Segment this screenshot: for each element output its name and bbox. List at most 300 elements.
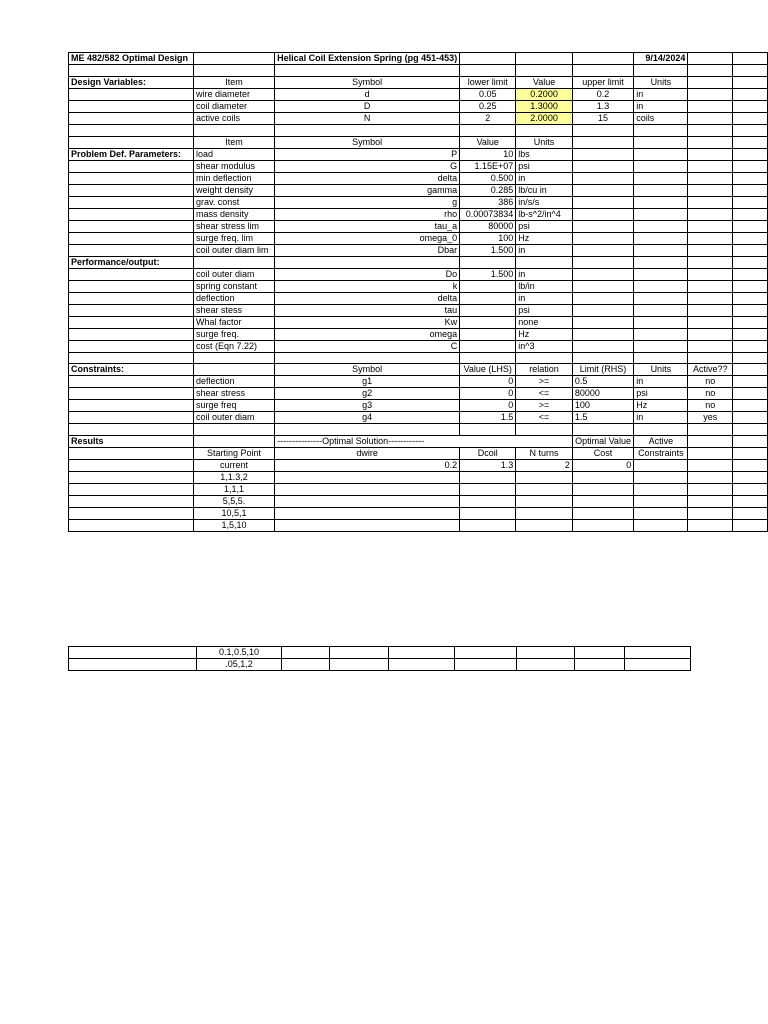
- cell[interactable]: [389, 659, 455, 671]
- cell[interactable]: [572, 340, 633, 352]
- cell[interactable]: [516, 124, 573, 136]
- section-performance[interactable]: Performance/output:: [69, 256, 194, 268]
- cell[interactable]: [69, 340, 194, 352]
- cell[interactable]: [634, 65, 688, 77]
- cell[interactable]: 100: [572, 400, 633, 412]
- cell[interactable]: [688, 484, 733, 496]
- cell[interactable]: [733, 88, 768, 100]
- cell[interactable]: [634, 328, 688, 340]
- cell[interactable]: [733, 112, 768, 124]
- cell[interactable]: coil outer diam lim: [193, 244, 274, 256]
- cell[interactable]: grav. const: [193, 196, 274, 208]
- cell[interactable]: 0.5: [572, 376, 633, 388]
- cell[interactable]: [733, 220, 768, 232]
- cell[interactable]: [572, 268, 633, 280]
- cell[interactable]: g4: [275, 412, 460, 424]
- cell[interactable]: [572, 520, 633, 532]
- cell[interactable]: weight density: [193, 184, 274, 196]
- cell[interactable]: [733, 484, 768, 496]
- cell[interactable]: [733, 496, 768, 508]
- cell[interactable]: [688, 280, 733, 292]
- cell[interactable]: [516, 53, 573, 65]
- cell[interactable]: Units: [634, 76, 688, 88]
- cell[interactable]: Units: [634, 364, 688, 376]
- cell[interactable]: [572, 256, 633, 268]
- cell[interactable]: current: [193, 460, 274, 472]
- cell[interactable]: [572, 352, 633, 364]
- cell[interactable]: [460, 340, 516, 352]
- cell[interactable]: [69, 292, 194, 304]
- cell[interactable]: lb/in: [516, 280, 573, 292]
- cell[interactable]: [193, 352, 274, 364]
- cell[interactable]: shear stess: [193, 304, 274, 316]
- cell[interactable]: 386: [460, 196, 516, 208]
- cell[interactable]: [572, 484, 633, 496]
- cell[interactable]: in: [516, 244, 573, 256]
- cell[interactable]: dwire: [275, 448, 460, 460]
- cell[interactable]: in^3: [516, 340, 573, 352]
- cell[interactable]: [733, 268, 768, 280]
- cell[interactable]: [460, 352, 516, 364]
- cell[interactable]: [69, 196, 194, 208]
- cell[interactable]: [575, 647, 625, 659]
- cell[interactable]: [634, 232, 688, 244]
- cell[interactable]: Dcoil: [460, 448, 516, 460]
- cell[interactable]: [275, 256, 460, 268]
- course-title[interactable]: ME 482/582 Optimal Design: [69, 53, 194, 65]
- cell[interactable]: lb/cu in: [516, 184, 573, 196]
- cell[interactable]: [688, 436, 733, 448]
- cell[interactable]: [688, 172, 733, 184]
- cell[interactable]: [572, 160, 633, 172]
- cell[interactable]: 0.2: [572, 88, 633, 100]
- cell[interactable]: [733, 280, 768, 292]
- sheet-date[interactable]: 9/14/2024: [634, 53, 688, 65]
- cell[interactable]: [634, 184, 688, 196]
- cell[interactable]: [572, 328, 633, 340]
- cell[interactable]: [634, 148, 688, 160]
- cell[interactable]: [688, 136, 733, 148]
- cell[interactable]: [69, 280, 194, 292]
- cell[interactable]: [517, 647, 575, 659]
- cell[interactable]: [275, 352, 460, 364]
- cell[interactable]: Active: [634, 436, 688, 448]
- cell[interactable]: [634, 472, 688, 484]
- cell[interactable]: [460, 65, 516, 77]
- cell[interactable]: Cost: [572, 448, 633, 460]
- cell[interactable]: [634, 136, 688, 148]
- cell[interactable]: [634, 124, 688, 136]
- cell[interactable]: Symbol: [275, 364, 460, 376]
- cell[interactable]: [688, 352, 733, 364]
- cell[interactable]: shear stress lim: [193, 220, 274, 232]
- cell[interactable]: [460, 256, 516, 268]
- cell[interactable]: delta: [275, 292, 460, 304]
- cell[interactable]: [69, 136, 194, 148]
- cell[interactable]: [69, 448, 194, 460]
- cell[interactable]: psi: [516, 304, 573, 316]
- cell[interactable]: [516, 472, 573, 484]
- cell[interactable]: [572, 316, 633, 328]
- cell[interactable]: [688, 65, 733, 77]
- cell[interactable]: [733, 124, 768, 136]
- cell[interactable]: [688, 328, 733, 340]
- cell[interactable]: [69, 328, 194, 340]
- cell[interactable]: [733, 316, 768, 328]
- cell[interactable]: [634, 316, 688, 328]
- cell[interactable]: [572, 172, 633, 184]
- optimal-solution-header[interactable]: ---------------Optimal Solution------------: [275, 436, 573, 448]
- cell[interactable]: g: [275, 196, 460, 208]
- cell[interactable]: 2: [516, 460, 573, 472]
- cell[interactable]: [193, 65, 274, 77]
- cell[interactable]: mass density: [193, 208, 274, 220]
- cell[interactable]: [69, 412, 194, 424]
- cell[interactable]: Value: [516, 76, 573, 88]
- cell[interactable]: [193, 53, 274, 65]
- cell[interactable]: coils: [634, 112, 688, 124]
- cell[interactable]: [733, 340, 768, 352]
- cell[interactable]: spring constant: [193, 280, 274, 292]
- cell[interactable]: 1.5: [572, 412, 633, 424]
- cell[interactable]: [69, 472, 194, 484]
- cell[interactable]: [69, 647, 197, 659]
- cell[interactable]: [516, 424, 573, 436]
- cell[interactable]: [688, 316, 733, 328]
- cell[interactable]: rho: [275, 208, 460, 220]
- cell[interactable]: tau_a: [275, 220, 460, 232]
- cell[interactable]: [69, 184, 194, 196]
- cell[interactable]: k: [275, 280, 460, 292]
- cell[interactable]: [688, 496, 733, 508]
- cell[interactable]: [634, 508, 688, 520]
- cell[interactable]: lbs: [516, 148, 573, 160]
- cell[interactable]: [733, 436, 768, 448]
- cell[interactable]: [733, 136, 768, 148]
- cell[interactable]: Constraints: [634, 448, 688, 460]
- cell[interactable]: psi: [516, 160, 573, 172]
- cell[interactable]: [733, 400, 768, 412]
- cell[interactable]: [572, 196, 633, 208]
- cell[interactable]: [634, 160, 688, 172]
- cell[interactable]: 0.25: [460, 100, 516, 112]
- cell[interactable]: [516, 484, 573, 496]
- cell[interactable]: [733, 328, 768, 340]
- cell[interactable]: [69, 220, 194, 232]
- spring-title[interactable]: Helical Coil Extension Spring (pg 451-453): [275, 53, 460, 65]
- cell[interactable]: 0: [460, 376, 516, 388]
- cell[interactable]: [634, 196, 688, 208]
- cell[interactable]: [634, 460, 688, 472]
- cell[interactable]: >=: [516, 400, 573, 412]
- cell[interactable]: [460, 316, 516, 328]
- cell[interactable]: [460, 328, 516, 340]
- cell[interactable]: surge freq.: [193, 328, 274, 340]
- cell[interactable]: Active??: [688, 364, 733, 376]
- cell[interactable]: [69, 232, 194, 244]
- cell[interactable]: [69, 160, 194, 172]
- cell[interactable]: [193, 256, 274, 268]
- cell[interactable]: [688, 268, 733, 280]
- cell[interactable]: surge freq: [193, 400, 274, 412]
- cell[interactable]: D: [275, 100, 460, 112]
- cell[interactable]: 0: [460, 400, 516, 412]
- cell[interactable]: 0.00073834: [460, 208, 516, 220]
- cell[interactable]: [460, 280, 516, 292]
- cell[interactable]: [69, 520, 194, 532]
- cell[interactable]: [193, 436, 274, 448]
- cell[interactable]: [634, 292, 688, 304]
- cell[interactable]: 100: [460, 232, 516, 244]
- cell[interactable]: [193, 424, 274, 436]
- cell[interactable]: 0: [572, 460, 633, 472]
- cell[interactable]: [634, 244, 688, 256]
- cell[interactable]: [460, 484, 516, 496]
- cell[interactable]: [517, 659, 575, 671]
- cell[interactable]: Dbar: [275, 244, 460, 256]
- cell[interactable]: [572, 232, 633, 244]
- cell[interactable]: 10,5,1: [193, 508, 274, 520]
- cell[interactable]: [688, 184, 733, 196]
- cell[interactable]: [572, 136, 633, 148]
- cell[interactable]: [733, 100, 768, 112]
- cell[interactable]: no: [688, 376, 733, 388]
- cell[interactable]: coil outer diam: [193, 412, 274, 424]
- cell[interactable]: shear modulus: [193, 160, 274, 172]
- cell[interactable]: [572, 292, 633, 304]
- cell[interactable]: 0: [460, 388, 516, 400]
- cell[interactable]: Limit (RHS): [572, 364, 633, 376]
- cell[interactable]: tau: [275, 304, 460, 316]
- cell[interactable]: [69, 244, 194, 256]
- cell[interactable]: in: [634, 376, 688, 388]
- cell[interactable]: [688, 208, 733, 220]
- cell[interactable]: [460, 124, 516, 136]
- cell[interactable]: [275, 484, 460, 496]
- cell[interactable]: [733, 352, 768, 364]
- cell[interactable]: in: [516, 292, 573, 304]
- cell[interactable]: upper limit: [572, 76, 633, 88]
- cell[interactable]: [275, 520, 460, 532]
- cell[interactable]: [516, 520, 573, 532]
- cell[interactable]: omega: [275, 328, 460, 340]
- cell[interactable]: no: [688, 400, 733, 412]
- cell[interactable]: [688, 304, 733, 316]
- cell[interactable]: delta: [275, 172, 460, 184]
- cell[interactable]: Starting Point: [193, 448, 274, 460]
- cell[interactable]: [733, 53, 768, 65]
- cell[interactable]: [572, 244, 633, 256]
- cell[interactable]: Whal factor: [193, 316, 274, 328]
- cell[interactable]: 1,1,1: [193, 484, 274, 496]
- cell[interactable]: [733, 208, 768, 220]
- cell[interactable]: <=: [516, 388, 573, 400]
- cell[interactable]: Hz: [516, 328, 573, 340]
- cell[interactable]: coil outer diam: [193, 268, 274, 280]
- cell[interactable]: min deflection: [193, 172, 274, 184]
- cell[interactable]: 0.285: [460, 184, 516, 196]
- cell[interactable]: [733, 448, 768, 460]
- cell[interactable]: lb-s^2/in^4: [516, 208, 573, 220]
- cell[interactable]: [572, 124, 633, 136]
- cell[interactable]: 80000: [572, 388, 633, 400]
- cell[interactable]: [688, 460, 733, 472]
- cell[interactable]: [69, 508, 194, 520]
- cell[interactable]: P: [275, 148, 460, 160]
- cell[interactable]: [733, 424, 768, 436]
- design-value-cell[interactable]: 0.2000: [516, 88, 573, 100]
- cell[interactable]: [733, 364, 768, 376]
- cell[interactable]: [572, 424, 633, 436]
- cell[interactable]: [625, 659, 691, 671]
- cell[interactable]: [275, 424, 460, 436]
- cell[interactable]: in: [516, 268, 573, 280]
- section-constraints[interactable]: Constraints:: [69, 364, 194, 376]
- cell[interactable]: d: [275, 88, 460, 100]
- cell[interactable]: [634, 280, 688, 292]
- cell[interactable]: [460, 304, 516, 316]
- cell[interactable]: [275, 508, 460, 520]
- cell[interactable]: [733, 256, 768, 268]
- cell[interactable]: [688, 160, 733, 172]
- cell[interactable]: [455, 659, 517, 671]
- cell[interactable]: [69, 124, 194, 136]
- cell[interactable]: [733, 184, 768, 196]
- cell[interactable]: [572, 280, 633, 292]
- cell[interactable]: [733, 196, 768, 208]
- cell[interactable]: [733, 148, 768, 160]
- cell[interactable]: [688, 424, 733, 436]
- cell[interactable]: [516, 496, 573, 508]
- cell[interactable]: [572, 508, 633, 520]
- cell[interactable]: 1.500: [460, 268, 516, 280]
- cell[interactable]: [572, 220, 633, 232]
- cell[interactable]: [688, 88, 733, 100]
- cell[interactable]: [634, 352, 688, 364]
- cell[interactable]: [733, 472, 768, 484]
- cell[interactable]: [516, 65, 573, 77]
- cell[interactable]: cost (Eqn 7.22): [193, 340, 274, 352]
- cell[interactable]: Item: [193, 76, 274, 88]
- cell[interactable]: [575, 659, 625, 671]
- cell[interactable]: [688, 220, 733, 232]
- cell[interactable]: [733, 376, 768, 388]
- cell[interactable]: [572, 53, 633, 65]
- cell[interactable]: g1: [275, 376, 460, 388]
- cell[interactable]: 0.2: [275, 460, 460, 472]
- cell[interactable]: 1.15E+07: [460, 160, 516, 172]
- cell[interactable]: Do: [275, 268, 460, 280]
- cell[interactable]: [330, 659, 389, 671]
- cell[interactable]: [733, 65, 768, 77]
- cell[interactable]: g2: [275, 388, 460, 400]
- cell[interactable]: in: [634, 412, 688, 424]
- cell[interactable]: [282, 659, 330, 671]
- cell[interactable]: yes: [688, 412, 733, 424]
- cell[interactable]: 10: [460, 148, 516, 160]
- cell[interactable]: in: [634, 88, 688, 100]
- cell[interactable]: Units: [516, 136, 573, 148]
- cell[interactable]: [69, 100, 194, 112]
- cell[interactable]: [688, 256, 733, 268]
- cell[interactable]: [460, 520, 516, 532]
- cell[interactable]: shear stress: [193, 388, 274, 400]
- cell[interactable]: load: [193, 148, 274, 160]
- cell[interactable]: [69, 352, 194, 364]
- cell[interactable]: [275, 65, 460, 77]
- cell[interactable]: [69, 424, 194, 436]
- cell[interactable]: 0.1,0.5,10: [197, 647, 282, 659]
- cell[interactable]: [69, 268, 194, 280]
- cell[interactable]: [688, 53, 733, 65]
- cell[interactable]: [572, 148, 633, 160]
- cell[interactable]: in: [516, 172, 573, 184]
- cell[interactable]: [634, 268, 688, 280]
- cell[interactable]: [688, 112, 733, 124]
- cell[interactable]: wire diameter: [193, 88, 274, 100]
- cell[interactable]: Optimal Value: [572, 436, 633, 448]
- cell[interactable]: Kw: [275, 316, 460, 328]
- cell[interactable]: Item: [193, 136, 274, 148]
- cell[interactable]: [688, 448, 733, 460]
- cell[interactable]: 80000: [460, 220, 516, 232]
- section-design-variables[interactable]: Design Variables:: [69, 76, 194, 88]
- cell[interactable]: none: [516, 316, 573, 328]
- cell[interactable]: [572, 208, 633, 220]
- cell[interactable]: [688, 508, 733, 520]
- cell[interactable]: [69, 65, 194, 77]
- cell[interactable]: [275, 496, 460, 508]
- cell[interactable]: [460, 424, 516, 436]
- cell[interactable]: Hz: [516, 232, 573, 244]
- design-value-cell[interactable]: 1.3000: [516, 100, 573, 112]
- cell[interactable]: [634, 256, 688, 268]
- cell[interactable]: [69, 484, 194, 496]
- cell[interactable]: relation: [516, 364, 573, 376]
- cell[interactable]: [460, 53, 516, 65]
- cell[interactable]: <=: [516, 412, 573, 424]
- cell[interactable]: deflection: [193, 376, 274, 388]
- cell[interactable]: 1.3: [572, 100, 633, 112]
- cell[interactable]: [634, 304, 688, 316]
- section-parameters[interactable]: Problem Def. Parameters:: [69, 148, 194, 160]
- cell[interactable]: >=: [516, 376, 573, 388]
- cell[interactable]: [688, 124, 733, 136]
- cell[interactable]: [688, 472, 733, 484]
- cell[interactable]: [733, 412, 768, 424]
- cell[interactable]: [688, 148, 733, 160]
- cell[interactable]: [688, 232, 733, 244]
- cell[interactable]: [193, 364, 274, 376]
- cell[interactable]: [69, 316, 194, 328]
- cell[interactable]: [69, 400, 194, 412]
- section-results[interactable]: Results: [69, 436, 194, 448]
- cell[interactable]: [572, 184, 633, 196]
- cell[interactable]: [193, 124, 274, 136]
- cell[interactable]: [634, 220, 688, 232]
- cell[interactable]: 0.05: [460, 88, 516, 100]
- cell[interactable]: [733, 76, 768, 88]
- cell[interactable]: [516, 352, 573, 364]
- cell[interactable]: 1.3: [460, 460, 516, 472]
- cell[interactable]: [688, 340, 733, 352]
- cell[interactable]: [733, 232, 768, 244]
- cell[interactable]: [634, 520, 688, 532]
- cell[interactable]: Symbol: [275, 136, 460, 148]
- cell[interactable]: [733, 160, 768, 172]
- cell[interactable]: in/s/s: [516, 196, 573, 208]
- cell[interactable]: 1.500: [460, 244, 516, 256]
